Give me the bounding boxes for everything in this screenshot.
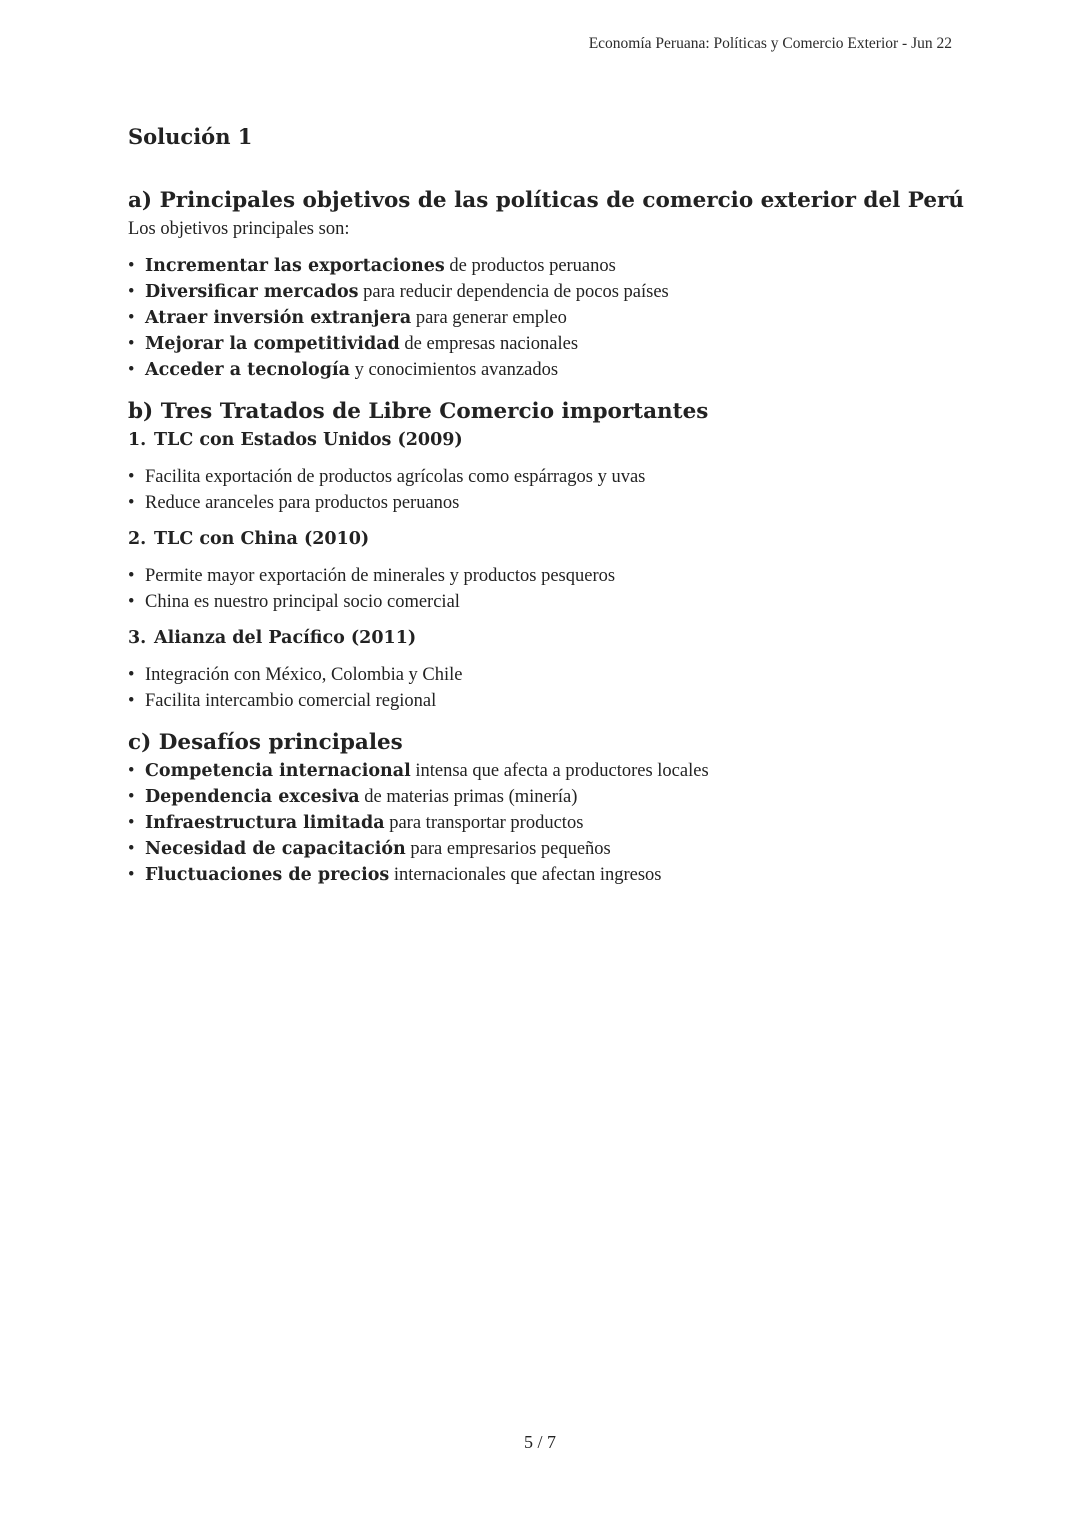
item-bold-label: Competencia internacional — [145, 761, 411, 781]
bullet-icon: • — [128, 813, 135, 833]
item-text: para generar empleo — [411, 308, 567, 328]
list-item — [128, 662, 952, 688]
challenges-list — [128, 758, 952, 888]
item-text: para reducir dependencia de pocos países — [358, 282, 669, 302]
list-item — [128, 836, 952, 862]
bullet-icon: • — [128, 865, 135, 885]
section-c-heading: c) Desafíos principales — [128, 730, 403, 755]
item-text: Integración con México, Colombia y Chile — [145, 665, 463, 685]
item-bold-label: Fluctuaciones de precios — [145, 865, 390, 885]
item-bold-label: Dependencia excesiva — [145, 787, 360, 807]
section-a — [128, 186, 965, 383]
list-item — [128, 688, 952, 714]
treaty-title — [128, 526, 952, 552]
treaty-number: 1. — [128, 430, 147, 450]
bullet-icon: • — [128, 308, 135, 328]
bullet-icon: • — [128, 691, 135, 711]
running-header: Economía Peruana: Políticas y Comercio Exterior - Jun 22 — [588, 35, 952, 52]
section-c — [128, 728, 952, 888]
list-item — [128, 589, 952, 615]
treaty-number: 3. — [128, 628, 147, 648]
bullet-icon: • — [128, 467, 135, 487]
item-bold-label: Acceder a tecnología — [145, 360, 350, 380]
bullet-icon: • — [128, 334, 135, 354]
list-item — [128, 862, 952, 888]
item-bold-label: Infraestructura limitada — [145, 813, 385, 833]
item-text: para transportar productos — [384, 813, 584, 833]
list-item — [128, 331, 952, 357]
bullet-icon: • — [128, 282, 135, 302]
bullet-icon: • — [128, 592, 135, 612]
item-text: y conocimientos avanzados — [349, 360, 559, 380]
solution-title: Solución 1 — [128, 124, 253, 149]
item-text: de empresas nacionales — [399, 334, 579, 354]
list-item — [128, 253, 952, 279]
item-bold-label: Incrementar las exportaciones — [145, 256, 445, 276]
treaty-name: TLC con Estados Unidos (2009) — [154, 430, 463, 450]
item-text: China es nuestro principal socio comercial — [145, 592, 460, 612]
section-a-heading: a) Principales objetivos de las políticas de comercio exterior del Perú — [128, 188, 965, 213]
list-item — [128, 464, 952, 490]
item-text: Facilita intercambio comercial regional — [145, 691, 437, 711]
bullet-icon: • — [128, 493, 135, 513]
treaty-name: Alianza del Pacífico (2011) — [154, 628, 417, 648]
section-a-intro: Los objetivos principales son: — [128, 219, 350, 239]
item-text: para empresarios pequeños — [405, 839, 611, 859]
treaty-points — [128, 563, 952, 615]
section-b — [128, 397, 952, 714]
treaty-points — [128, 464, 952, 516]
treaty-points — [128, 662, 952, 714]
list-item — [128, 758, 952, 784]
section-b-heading: b) Tres Tratados de Libre Comercio importantes — [128, 399, 709, 424]
item-text: intensa que afecta a productores locales — [410, 761, 709, 781]
treaty-title — [128, 427, 952, 453]
bullet-icon: • — [128, 566, 135, 586]
item-text: Permite mayor exportación de minerales y productos pesqueros — [145, 566, 616, 586]
treaty-title — [128, 625, 952, 651]
treaty-name: TLC con China (2010) — [154, 529, 370, 549]
list-item — [128, 563, 952, 589]
bullet-icon: • — [128, 787, 135, 807]
bullet-icon: • — [128, 360, 135, 380]
item-text: de materias primas (minería) — [359, 787, 578, 807]
item-text: Facilita exportación de productos agrícolas como espárragos y uvas — [145, 467, 646, 487]
bullet-icon: • — [128, 761, 135, 781]
bullet-icon: • — [128, 839, 135, 859]
list-item — [128, 784, 952, 810]
bullet-icon: • — [128, 256, 135, 276]
list-item — [128, 490, 952, 516]
list-item — [128, 810, 952, 836]
treaty-number: 2. — [128, 529, 147, 549]
document-body — [128, 122, 965, 888]
bullet-icon: • — [128, 665, 135, 685]
list-item — [128, 305, 952, 331]
list-item — [128, 279, 952, 305]
item-text: Reduce aranceles para productos peruanos — [145, 493, 460, 513]
objectives-list — [128, 253, 952, 383]
page-number: 5 / 7 — [523, 1432, 556, 1452]
item-bold-label: Atraer inversión extranjera — [145, 308, 412, 328]
item-bold-label: Diversificar mercados — [145, 282, 359, 302]
item-text: de productos peruanos — [444, 256, 616, 276]
item-bold-label: Necesidad de capacitación — [145, 839, 406, 859]
item-bold-label: Mejorar la competitividad — [145, 334, 400, 354]
list-item — [128, 357, 952, 383]
item-text: internacionales que afectan ingresos — [389, 865, 662, 885]
